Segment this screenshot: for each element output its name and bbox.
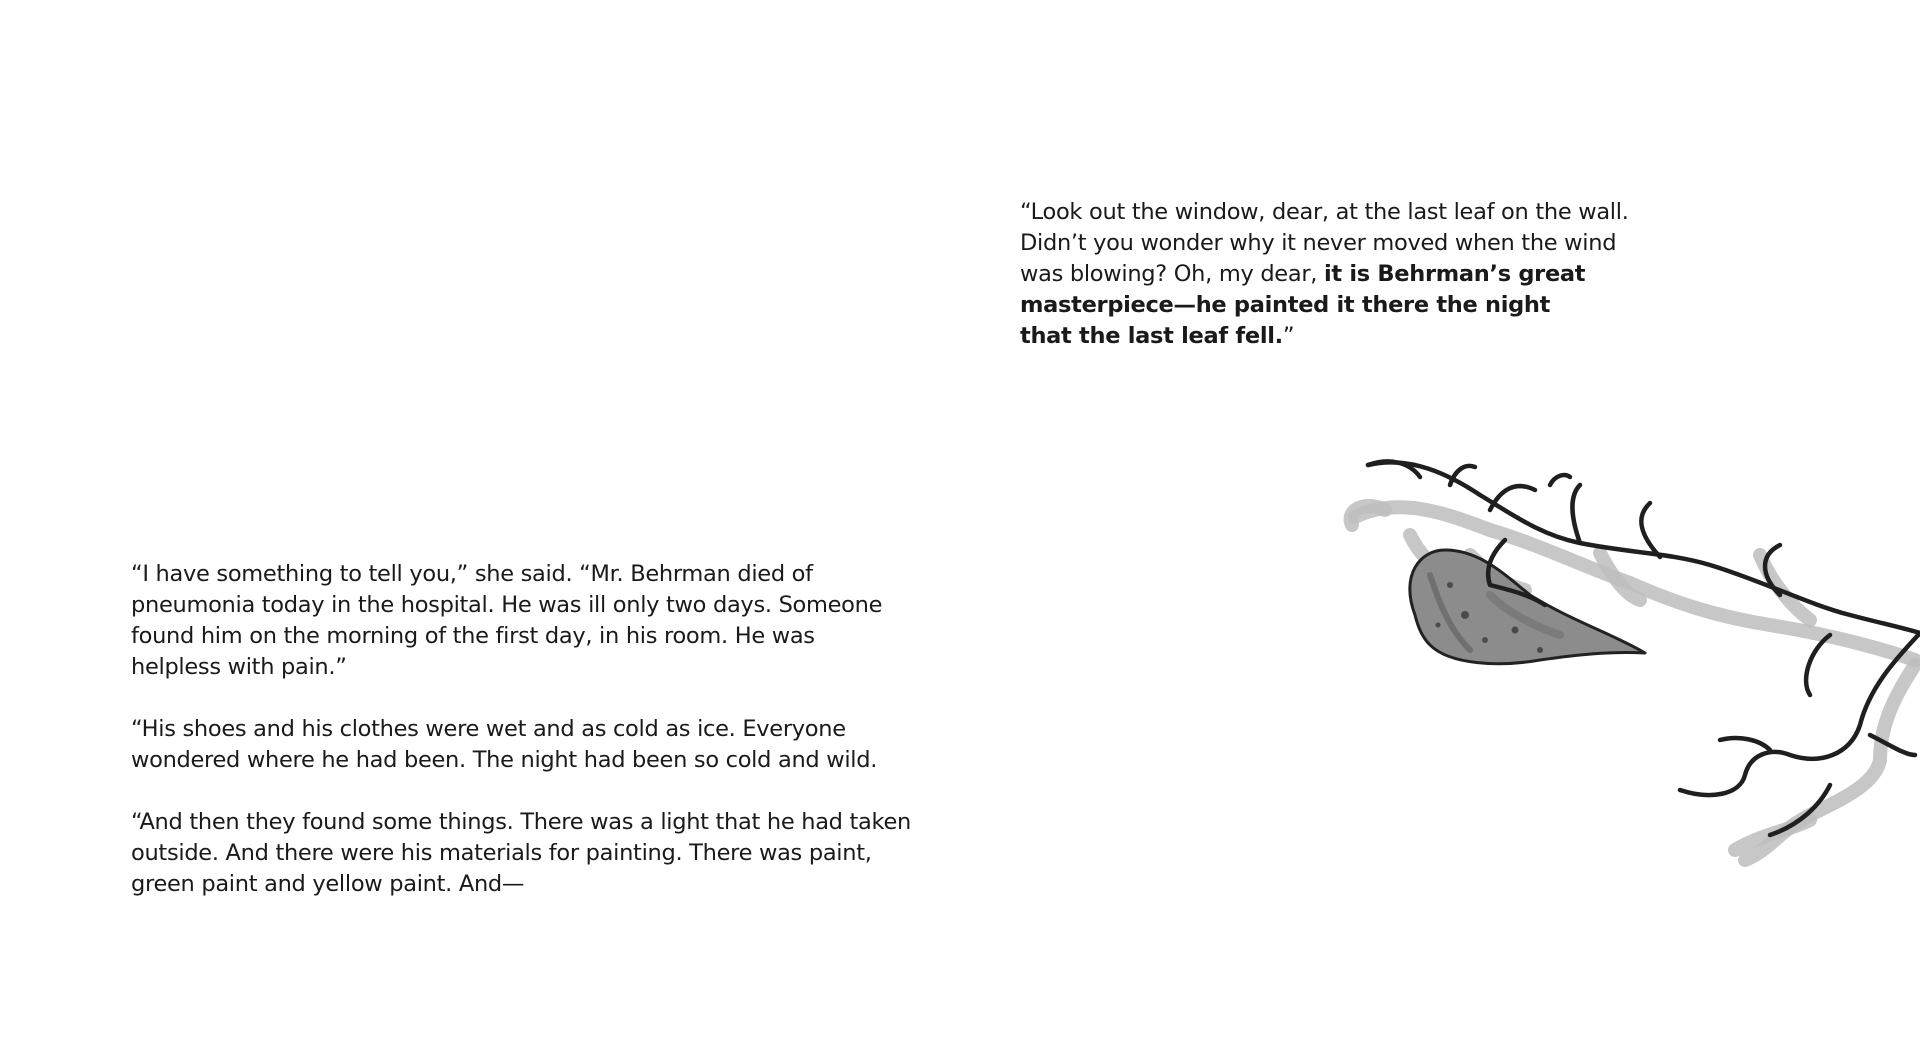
right-paragraph <box>1020 197 1660 352</box>
right-passage-bold-1: it is Behrman’s great masterpiece—he painted it there the night <box>1020 261 1586 318</box>
leaf-on-branch-icon <box>1340 455 1920 875</box>
left-paragraph-3: “And then they found some things. There was a light that he had taken outside. And there were his materials for painting. There was paint, green paint and yellow paint. And— <box>131 809 911 897</box>
left-paragraph-1: “I have something to tell you,” she said. “Mr. Behrman died of pneumonia today in the hospital. He was ill only two days. Someone found him on the morning of the first day, in his room. He was helpless with pain.” <box>131 561 883 680</box>
right-passage <box>1020 197 1660 352</box>
right-passage-bold-2: that the last leaf fell. <box>1020 323 1283 349</box>
left-passage <box>131 559 911 900</box>
right-passage-text: “Look out the window, dear, at the last leaf on the wall. Didn’t you wonder why it never moved when the wind was blowing? Oh, my dear, <box>1020 199 1629 287</box>
right-passage-closing-quote: ” <box>1282 323 1295 349</box>
left-paragraph-2: “His shoes and his clothes were wet and as cold as ice. Everyone wondered where he had been. The night had been so cold and wild. <box>131 716 878 773</box>
